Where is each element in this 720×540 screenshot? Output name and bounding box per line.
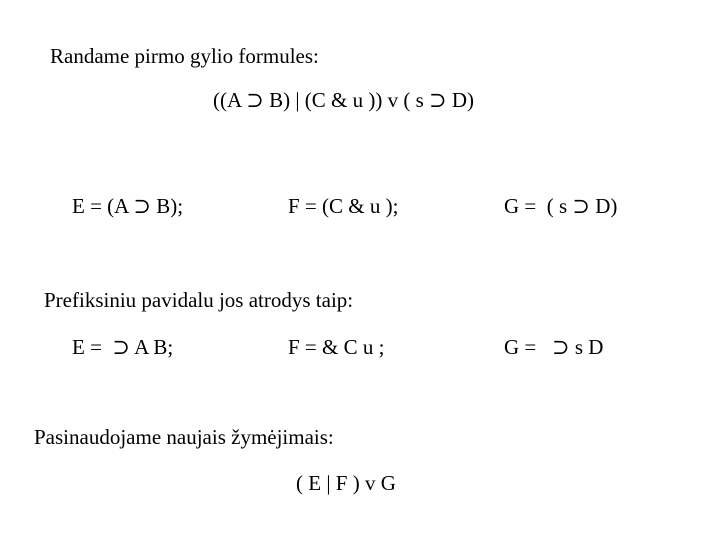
original-formula: ((A ⊃ B) | (C & u )) v ( s ⊃ D): [213, 88, 475, 112]
definition-e: E = (A ⊃ B);: [72, 194, 184, 218]
result-formula: ( E | F ) v G: [296, 471, 396, 495]
slide-title: Randame pirmo gylio formules:: [50, 44, 319, 68]
definition-g: G = ( s ⊃ D): [504, 194, 618, 218]
prefix-heading: Prefiksiniu pavidalu jos atrodys taip:: [44, 288, 354, 312]
prefix-form-g: G = ⊃ s D: [504, 335, 604, 359]
prefix-form-f: F = & C u ;: [288, 335, 385, 359]
prefix-form-e: E = ⊃ A B;: [72, 335, 174, 359]
definition-f: F = (C & u );: [288, 194, 399, 218]
notation-heading: Pasinaudojame naujais žymėjimais:: [34, 425, 334, 449]
